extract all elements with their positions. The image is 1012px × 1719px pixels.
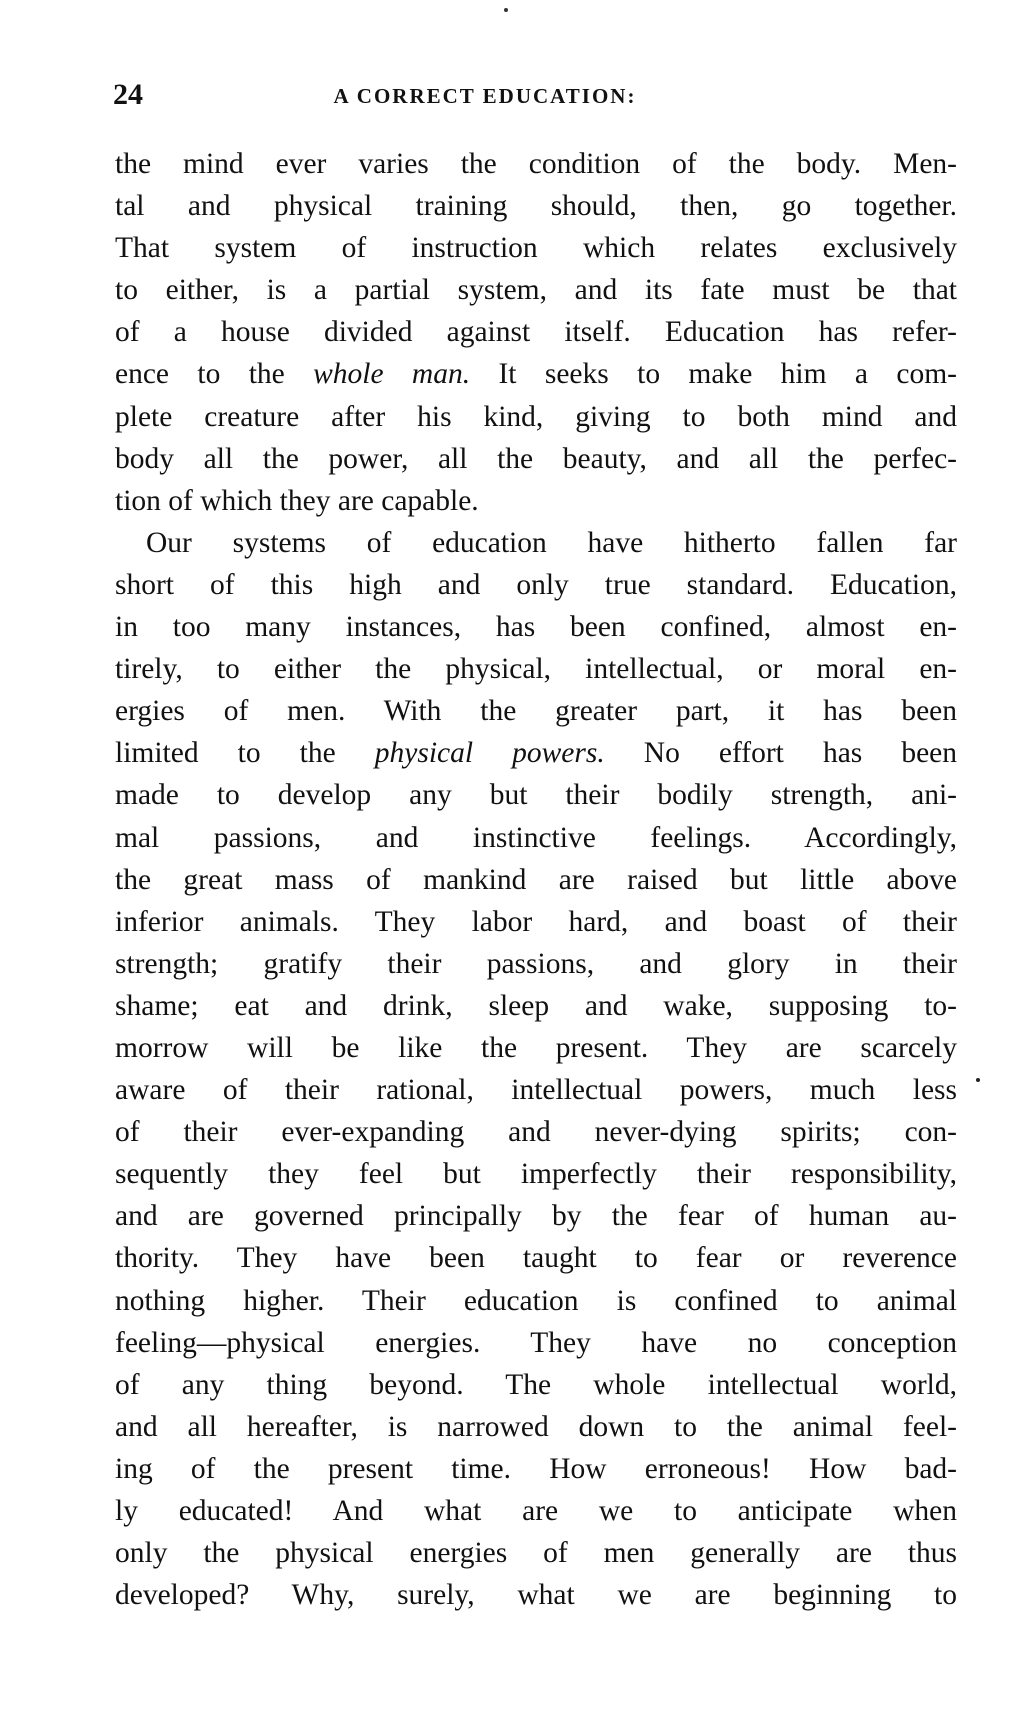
text-span: only the physical energies of men generally are thus [115,1537,957,1570]
text-line [115,901,957,943]
text-span: ergies of men. With the greater part, it has been [115,695,957,728]
text-span: tion of which they are capable. [115,484,479,517]
text-line [115,353,957,395]
text-span: ence to the [115,358,314,391]
text-span: It seeks to make him a com- [470,358,957,391]
text-span: plete creature after his kind, giving to both mind and [115,400,957,433]
text-line [115,1237,957,1279]
text-line [115,1027,957,1069]
text-span: shame; eat and drink, sleep and wake, supposing to- [115,989,957,1022]
text-line [115,1574,957,1616]
text-span: nothing higher. Their education is confined to animal [115,1284,957,1317]
text-line [115,1532,957,1574]
text-span: ing of the present time. How erroneous! How bad- [115,1452,957,1485]
scan-speck [976,1078,980,1082]
text-line [115,1322,957,1364]
text-span: of a house divided against itself. Education has refer- [115,316,957,349]
text-span: That system of instruction which relates exclusively [115,232,957,265]
running-title: A CORRECT EDUCATION: [333,84,637,108]
text-span: inferior animals. They labor hard, and boast of their [115,905,957,938]
text-line [115,143,957,185]
italic-text: physical powers. [374,737,605,770]
text-span: of any thing beyond. The whole intellectual world, [115,1368,957,1401]
page-number: 24 [113,78,143,111]
text-line [115,1111,957,1153]
text-line [115,522,957,564]
text-line [115,1448,957,1490]
text-span: in too many instances, has been confined, almost en- [115,611,957,644]
text-line [115,269,957,311]
body-text [115,143,957,1616]
text-span: the great mass of mankind are raised but little above [115,863,957,896]
text-line [115,606,957,648]
text-span: of their ever-expanding and never-dying spirits; con- [115,1116,957,1149]
text-span: sequently they feel but imperfectly their responsibility, [115,1158,957,1191]
text-line [115,774,957,816]
text-line [115,1195,957,1237]
text-span: and are governed principally by the fear of human au- [115,1200,957,1233]
text-line [115,564,957,606]
text-span: No effort has been [604,737,958,770]
text-span: tal and physical training should, then, go together. [115,190,957,223]
text-line [115,1280,957,1322]
text-line [115,1364,957,1406]
text-line [115,817,957,859]
text-span: mal passions, and instinctive feelings. Accordingly, [115,821,957,854]
text-line [115,185,957,227]
text-span: to either, is a partial system, and its fate must be that [115,274,957,307]
text-line [115,859,957,901]
text-line [115,732,957,774]
text-line [115,648,957,690]
text-line [115,1490,957,1532]
text-line [115,480,957,522]
text-span: developed? Why, surely, what we are beginning to [115,1579,957,1612]
text-span: made to develop any but their bodily strength, ani- [115,779,957,812]
text-span: body all the power, all the beauty, and all the perfec- [115,442,957,475]
text-span: tirely, to either the physical, intellectual, or moral en- [115,653,957,686]
text-span: ly educated! And what are we to anticipate when [115,1495,957,1527]
scan-speck [504,8,508,12]
text-span: strength; gratify their passions, and glory in their [115,947,957,980]
text-span: Our systems of education have hitherto fallen far [146,526,957,559]
text-line [115,396,957,438]
text-line [115,438,957,480]
text-span: and all hereafter, is narrowed down to the animal feel- [115,1410,957,1443]
text-span: thority. They have been taught to fear or reverence [115,1242,957,1275]
text-span: short of this high and only true standard. Education, [115,568,957,601]
text-line [115,690,957,732]
text-line [115,985,957,1027]
text-line [115,1406,957,1448]
text-line [115,1153,957,1195]
text-span: limited to the [115,737,375,770]
text-span: feeling—physical energies. They have no conception [115,1326,957,1359]
text-span: the mind ever varies the condition of the body. Men- [115,148,957,180]
text-span: morrow will be like the present. They are scarcely [115,1031,957,1064]
text-span: aware of their rational, intellectual powers, much less [115,1074,957,1107]
text-line [115,311,957,353]
italic-text: whole man. [313,358,471,391]
text-line [115,1069,957,1111]
text-line [115,227,957,269]
text-line [115,943,957,985]
